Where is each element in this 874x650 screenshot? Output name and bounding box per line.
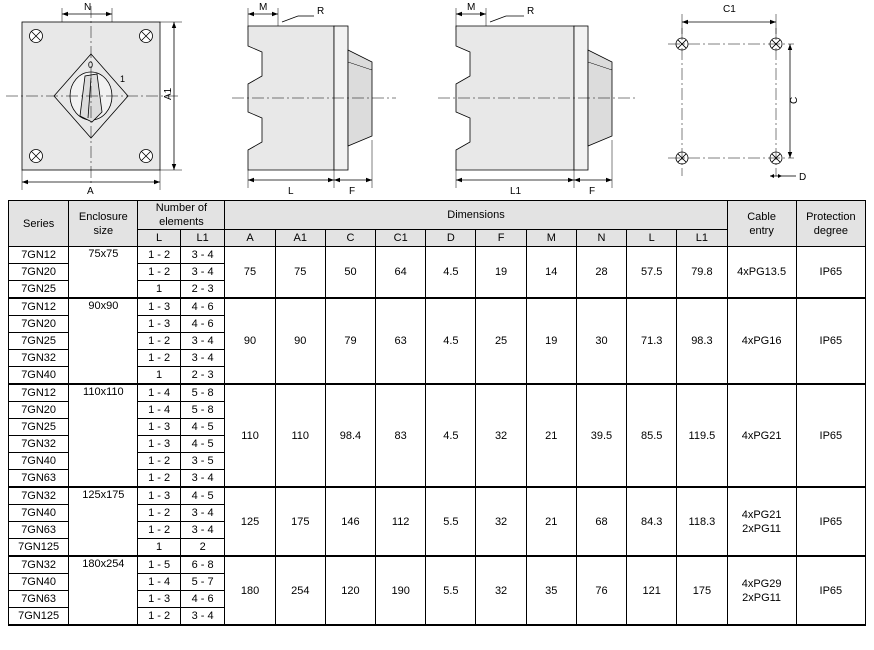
cell-dim-A: 110 <box>225 384 275 487</box>
dim-label-M-2: M <box>467 2 476 13</box>
cell-dim-D: 5.5 <box>426 556 476 625</box>
header-number-of-elements: Number of elements <box>138 201 225 230</box>
cell-dim-L: 84.3 <box>627 487 677 556</box>
cell-protection-degree: IP65 <box>796 487 865 556</box>
cable-entry-line: 4xPG21 <box>741 508 782 521</box>
cell-dim-M: 21 <box>526 384 576 487</box>
cell-elements-L1: 4 - 6 <box>180 316 225 333</box>
cable-entry-line: 4xPG29 <box>741 577 782 590</box>
cell-dim-D: 5.5 <box>426 487 476 556</box>
cell-enclosure-size: 90x90 <box>69 298 138 384</box>
header-enclosure-size <box>69 201 138 247</box>
cell-series: 7GN25 <box>9 419 69 436</box>
cell-elements-L: 1 <box>138 539 180 557</box>
cell-elements-L1: 2 - 3 <box>180 281 225 299</box>
cell-elements-L: 1 - 2 <box>138 333 180 350</box>
cell-dim-A1: 254 <box>275 556 325 625</box>
cell-dim-M: 14 <box>526 247 576 299</box>
header-protection-line1: Protection <box>806 210 856 223</box>
cell-protection-degree: IP65 <box>796 384 865 487</box>
cell-elements-L: 1 - 2 <box>138 264 180 281</box>
header-dim-C1: C1 <box>376 230 426 247</box>
dim-label-D: D <box>799 172 807 183</box>
cell-series: 7GN25 <box>9 333 69 350</box>
header-dim-D: D <box>426 230 476 247</box>
cell-dim-L1: 119.5 <box>677 384 727 487</box>
cell-elements-L1: 2 - 3 <box>180 367 225 385</box>
cell-dim-L1: 79.8 <box>677 247 727 299</box>
cell-protection-degree: IP65 <box>796 298 865 384</box>
cell-cable-entry <box>727 298 796 384</box>
cell-dim-F: 32 <box>476 556 526 625</box>
cell-cable-entry <box>727 384 796 487</box>
header-enclosure-line2: size <box>93 224 114 237</box>
dim-label-A1: A1 <box>163 87 174 100</box>
cable-entry-line: 4xPG16 <box>741 335 782 347</box>
cell-series: 7GN12 <box>9 384 69 402</box>
header-dim-L1: L1 <box>677 230 727 247</box>
cell-elements-L: 1 - 4 <box>138 402 180 419</box>
dim-label-L1: L1 <box>510 186 522 196</box>
dim-label-A: A <box>87 186 94 196</box>
table-header-row-1 <box>9 201 866 230</box>
header-protection-degree <box>796 201 865 247</box>
cell-elements-L: 1 - 5 <box>138 556 180 574</box>
cell-series: 7GN32 <box>9 350 69 367</box>
cell-dim-C1: 63 <box>376 298 426 384</box>
header-protection-line2: degree <box>813 224 848 237</box>
header-dim-M: M <box>526 230 576 247</box>
dim-label-R: R <box>317 6 325 17</box>
cell-series: 7GN63 <box>9 591 69 608</box>
cell-series: 7GN20 <box>9 316 69 333</box>
cell-elements-L: 1 - 2 <box>138 350 180 367</box>
cell-series: 7GN40 <box>9 574 69 591</box>
cell-dim-L: 85.5 <box>627 384 677 487</box>
cell-enclosure-size: 110x110 <box>69 384 138 487</box>
cell-dim-C: 120 <box>325 556 375 625</box>
cell-elements-L: 1 - 3 <box>138 487 180 505</box>
dimensions-table-wrapper <box>8 200 866 626</box>
header-cable-entry <box>727 201 796 247</box>
header-num-L: L <box>138 230 180 247</box>
cell-series: 7GN125 <box>9 539 69 557</box>
cable-entry-line: 4xPG21 <box>741 429 782 442</box>
table-row <box>9 247 866 264</box>
header-dim-C: C <box>325 230 375 247</box>
cell-dim-L1: 98.3 <box>677 298 727 384</box>
table-row <box>9 487 866 505</box>
dim-label-C: C <box>789 96 800 104</box>
cell-elements-L1: 3 - 5 <box>180 453 225 470</box>
cell-cable-entry <box>727 487 796 556</box>
cell-enclosure-size: 180x254 <box>69 556 138 625</box>
dim-label-C1: C1 <box>723 4 736 15</box>
header-cable-line1: Cable <box>747 210 776 223</box>
cell-dim-C: 79 <box>325 298 375 384</box>
cell-dim-M: 35 <box>526 556 576 625</box>
cell-series: 7GN20 <box>9 402 69 419</box>
cell-dim-D: 4.5 <box>426 298 476 384</box>
cell-dim-L1: 118.3 <box>677 487 727 556</box>
header-dim-A: A <box>225 230 275 247</box>
cell-dim-C1: 64 <box>376 247 426 299</box>
cell-dim-F: 32 <box>476 487 526 556</box>
cell-elements-L: 1 - 2 <box>138 247 180 264</box>
cell-series: 7GN63 <box>9 522 69 539</box>
cell-elements-L1: 6 - 8 <box>180 556 225 574</box>
cell-enclosure-size: 75x75 <box>69 247 138 299</box>
cell-dim-A: 90 <box>225 298 275 384</box>
dim-label-F-2: F <box>589 186 596 196</box>
cell-elements-L: 1 <box>138 367 180 385</box>
cell-dim-C1: 190 <box>376 556 426 625</box>
cell-dim-L: 121 <box>627 556 677 625</box>
cell-elements-L: 1 - 4 <box>138 384 180 402</box>
header-dim-A1: A1 <box>275 230 325 247</box>
knob-label-0: 0 <box>88 60 94 70</box>
cell-dim-M: 21 <box>526 487 576 556</box>
cell-elements-L1: 3 - 4 <box>180 264 225 281</box>
dim-label-L: L <box>288 186 294 196</box>
cell-elements-L1: 3 - 4 <box>180 350 225 367</box>
cell-dim-A1: 75 <box>275 247 325 299</box>
cell-elements-L1: 3 - 4 <box>180 522 225 539</box>
cable-entry-line: 4xPG13.5 <box>737 266 787 278</box>
cell-elements-L1: 2 <box>180 539 225 557</box>
header-dim-N: N <box>576 230 626 247</box>
cell-elements-L: 1 - 3 <box>138 316 180 333</box>
drawing-side-view-1 <box>218 0 418 196</box>
cell-dim-L: 57.5 <box>627 247 677 299</box>
header-enclosure-line1: Enclosure <box>78 210 128 223</box>
cell-elements-L1: 5 - 8 <box>180 384 225 402</box>
dim-label-M: M <box>259 2 268 13</box>
table-body <box>9 247 866 626</box>
cell-elements-L: 1 - 3 <box>138 419 180 436</box>
cell-series: 7GN125 <box>9 608 69 626</box>
cell-elements-L: 1 - 2 <box>138 470 180 488</box>
cell-dim-L: 71.3 <box>627 298 677 384</box>
cell-dim-N: 30 <box>576 298 626 384</box>
cell-elements-L: 1 - 3 <box>138 591 180 608</box>
cell-dim-D: 4.5 <box>426 247 476 299</box>
cell-dim-C: 50 <box>325 247 375 299</box>
dim-label-R-2: R <box>527 6 535 17</box>
cell-elements-L1: 4 - 5 <box>180 487 225 505</box>
cell-elements-L: 1 - 3 <box>138 436 180 453</box>
cell-dim-A1: 175 <box>275 487 325 556</box>
cable-entry-line: 2xPG11 <box>742 591 782 604</box>
table-row <box>9 298 866 316</box>
cell-elements-L1: 4 - 5 <box>180 436 225 453</box>
cell-dim-A1: 90 <box>275 298 325 384</box>
header-dimensions: Dimensions <box>225 201 727 230</box>
knob-label-1: 1 <box>120 74 126 84</box>
cell-elements-L: 1 <box>138 281 180 299</box>
cell-protection-degree: IP65 <box>796 247 865 299</box>
cell-elements-L1: 3 - 4 <box>180 608 225 626</box>
cell-elements-L1: 5 - 8 <box>180 402 225 419</box>
cell-elements-L: 1 - 2 <box>138 505 180 522</box>
cell-series: 7GN63 <box>9 470 69 488</box>
cell-protection-degree: IP65 <box>796 556 865 625</box>
cell-dim-A: 180 <box>225 556 275 625</box>
cell-cable-entry <box>727 556 796 625</box>
header-num-L1: L1 <box>180 230 225 247</box>
cell-series: 7GN40 <box>9 453 69 470</box>
cell-elements-L1: 3 - 4 <box>180 505 225 522</box>
cell-dim-N: 68 <box>576 487 626 556</box>
cell-elements-L: 1 - 2 <box>138 608 180 626</box>
cable-entry-line: 2xPG11 <box>742 522 782 535</box>
header-dim-L: L <box>627 230 677 247</box>
cell-elements-L1: 4 - 5 <box>180 419 225 436</box>
header-cable-line2: entry <box>749 224 774 237</box>
dimensions-table <box>8 200 866 626</box>
cell-elements-L1: 4 - 6 <box>180 298 225 316</box>
cell-elements-L1: 3 - 4 <box>180 333 225 350</box>
table-row <box>9 556 866 574</box>
technical-drawings <box>0 0 874 196</box>
cell-elements-L: 1 - 2 <box>138 522 180 539</box>
cell-dim-L1: 175 <box>677 556 727 625</box>
cell-dim-F: 19 <box>476 247 526 299</box>
cell-dim-N: 39.5 <box>576 384 626 487</box>
table-row <box>9 384 866 402</box>
cell-series: 7GN32 <box>9 487 69 505</box>
cell-dim-M: 19 <box>526 298 576 384</box>
header-dim-F: F <box>476 230 526 247</box>
drawing-side-view-2 <box>424 0 654 196</box>
cell-elements-L: 1 - 3 <box>138 298 180 316</box>
drawing-front-view <box>0 0 210 196</box>
cell-series: 7GN40 <box>9 505 69 522</box>
cell-elements-L: 1 - 2 <box>138 453 180 470</box>
cell-dim-C: 98.4 <box>325 384 375 487</box>
cell-elements-L1: 4 - 6 <box>180 591 225 608</box>
cell-elements-L1: 5 - 7 <box>180 574 225 591</box>
cell-enclosure-size: 125x175 <box>69 487 138 556</box>
cell-dim-C: 146 <box>325 487 375 556</box>
cell-dim-A: 125 <box>225 487 275 556</box>
cell-elements-L: 1 - 4 <box>138 574 180 591</box>
cell-series: 7GN12 <box>9 298 69 316</box>
cell-cable-entry <box>727 247 796 299</box>
cell-series: 7GN32 <box>9 436 69 453</box>
dim-label-N: N <box>84 2 92 13</box>
cell-series: 7GN40 <box>9 367 69 385</box>
cell-dim-C1: 83 <box>376 384 426 487</box>
drawing-hole-pattern <box>660 0 874 196</box>
header-series: Series <box>9 201 69 247</box>
cell-series: 7GN20 <box>9 264 69 281</box>
dim-label-F: F <box>349 186 356 196</box>
cell-series: 7GN25 <box>9 281 69 299</box>
cell-dim-A1: 110 <box>275 384 325 487</box>
cell-series: 7GN32 <box>9 556 69 574</box>
cell-elements-L1: 3 - 4 <box>180 470 225 488</box>
table-head <box>9 201 866 247</box>
cell-dim-D: 4.5 <box>426 384 476 487</box>
cell-dim-F: 32 <box>476 384 526 487</box>
cell-series: 7GN12 <box>9 247 69 264</box>
cell-dim-N: 28 <box>576 247 626 299</box>
cell-dim-F: 25 <box>476 298 526 384</box>
cell-elements-L1: 3 - 4 <box>180 247 225 264</box>
cell-dim-C1: 112 <box>376 487 426 556</box>
cell-dim-A: 75 <box>225 247 275 299</box>
cell-dim-N: 76 <box>576 556 626 625</box>
